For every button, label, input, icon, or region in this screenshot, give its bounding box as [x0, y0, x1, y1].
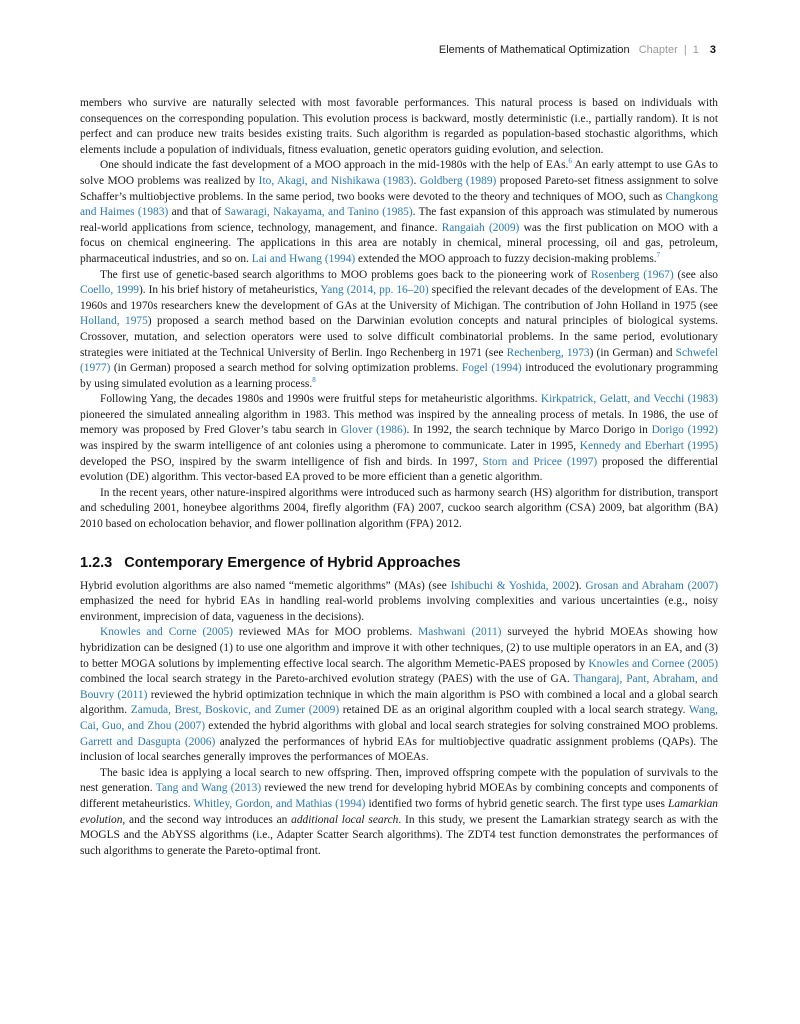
page-number: 3 — [709, 44, 716, 56]
citation-link[interactable]: Ito, Akagi, and Nishikawa (1983) — [258, 174, 414, 187]
footnote-marker[interactable]: 8 — [312, 375, 316, 384]
footnote-marker[interactable]: 7 — [656, 251, 661, 260]
citation-link[interactable]: Goldberg (1989) — [419, 174, 497, 187]
citation-link[interactable]: Rangaiah (2009) — [441, 221, 520, 234]
citation-link[interactable]: Rosenberg (1967) — [590, 268, 674, 281]
citation-link[interactable]: Knowles and Cornee (2005) — [588, 657, 718, 670]
citation-link[interactable]: Storn and Pricee (1997) — [482, 455, 598, 468]
section-heading — [80, 555, 718, 571]
emphasis-text: additional local search — [291, 813, 399, 826]
running-header — [439, 44, 716, 56]
citation-link[interactable]: Coello, 1999 — [80, 284, 139, 297]
header-divider: | — [683, 44, 687, 56]
page-body — [80, 96, 718, 859]
citation-link[interactable]: Lai and Hwang (1994) — [251, 252, 356, 265]
citation-link[interactable]: Thangaraj, Pant, Abraham, and Bouvry (2011) — [80, 673, 718, 701]
citation-link[interactable]: Mashwani (2011) — [418, 626, 502, 639]
paragraph: Following Yang, the decades 1980s and 1990s were fruitful steps for metaheuristic algorithms. Kirkpatrick, Gelatt, and Vecchi (1983) pioneered the simulated annealing algorithm in 1983. This method was inspired by the annealing process of metals. In 1986, the use of memory was proposed by Fred Glover’s tabu search in Glover (1986). In 1992, the search technique by Marco Dorigo in Dorigo (1992) was inspired by the swarm intelligence of ant colonies using a pheromone to communicate. Later in 1995, Kennedy and Eberhart (1995) developed the PSO, inspired by the swarm intelligence of fish and birds. In 1997, Storn and Pricee (1997) proposed the differential evolution (DE) algorithm. This vector-based EA proved to be more efficient than a genetic algorithm. — [80, 393, 718, 484]
paragraph: The first use of genetic-based search algorithms to MOO problems goes back to the pioneering work of Rosenberg (1967) (see also Coello, 1999). In his brief history of metaheuristics, Yang (2014, pp. 16–20) specified the relevant decades of the development of EAs. The 1960s and 1970s researchers knew the development of GAs at the University of Michigan. The contribution of John Holland in 1975 (see Holland, 1975) proposed a search method based on the Darwinian evolution concepts and natural principles of biological systems. Crossover, mutation, and selection operators were used to solve difficult combinatorial problems. In the same period, evolutionary strategies were initiated at the Technical University of Berlin. Ingo Rechenberg in 1971 (see Rechenberg, 1973) (in German) and Schwefel (1977) (in German) proposed a search method for solving optimization problems. Fogel (1994) introduced the evolutionary programming by using simulated evolution as a learning process.$^8$ — [80, 268, 718, 390]
citation-link[interactable]: Schwefel (1977) — [80, 346, 718, 375]
intro-paragraphs — [80, 96, 718, 533]
citation-link[interactable]: Whitley, Gordon, and Mathias (1994) — [193, 797, 366, 810]
chapter-label: Chapter — [638, 44, 678, 56]
chapter-number: 1 — [692, 44, 699, 56]
citation-link[interactable]: Glover (1986) — [340, 424, 407, 437]
footnote-marker[interactable]: 6 — [568, 157, 572, 166]
citation-link[interactable]: Holland, 1975 — [80, 315, 148, 328]
paragraph: One should indicate the fast development of a MOO approach in the mid-1980s with the help of EAs.$^6$ An early attempt to use GAs to solve MOO problems was realized by Ito, Akagi, and Nishikawa (1983). Goldberg (1989) proposed Pareto-set fitness assignment to solve Schaffer’s multiobjective problems. In the same period, two books were devoted to the theory and techniques of MOO, such as Changkong and Haimes (1983) and that of Sawaragi, Nakayama, and Tanino (1985). The fast expansion of this approach was stimulated by numerous real-world applications from science, technology, management, and finance. Rangaiah (2009) was the first publication on MOO with a focus on chemical engineering. The applications in this area are notably in chemical, mineral processing, oil and gas, petroleum, pharmaceutical industries, and so on. Lai and Hwang (1994) extended the MOO approach to fuzzy decision-making problems.$^7$ — [80, 157, 719, 265]
citation-link[interactable]: Changkong and Haimes (1983) — [80, 190, 718, 219]
section-title: Contemporary Emergence of Hybrid Approaches — [124, 554, 461, 571]
citation-link[interactable]: Sawaragi, Nakayama, and Tanino (1985) — [224, 206, 413, 219]
paragraph: Knowles and Corne (2005) reviewed MAs for MOO problems. Mashwani (2011) surveyed the hybrid MOEAs showing how hybridization can be designed (1) to use one algorithm and improve it with other techniques, (2) to use multiple operators in an EA, and (3) to better MOGA solutions by implementing effective local search. The algorithm Memetic-PAES proposed by Knowles and Cornee (2005) combined the local search strategy in the Pareto-archived evolution strategy (PAES) with the use of GA. Thangaraj, Pant, Abraham, and Bouvry (2011) reviewed the hybrid optimization technique in which the main algorithm is PSO with combined a local and a global search algorithm. Zamuda, Brest, Boskovic, and Zumer (2009) retained DE as an original algorithm coupled with a local search strategy. Wang, Cai, Guo, and Zhou (2007) extended the hybrid algorithms with global and local search strategies for solving constrained MOO problems. Garrett and Dasgupta (2006) analyzed the performances of hybrid EAs for multiobjective quadratic assignment problems (QAPs). The inclusion of local searches generally improves the performances of MOEAs. — [80, 626, 719, 764]
section-number: 1.2.3 — [80, 554, 113, 571]
citation-link[interactable]: Fogel (1994) — [461, 362, 522, 375]
paragraph: members who survive are naturally selected with most favorable performances. This natural process is based on individuals with consequences on the corresponding population. This evolution process is backward, mostly deterministic (i.e., partially random). It is not perfect and can produce new traits besides existing traits. Such algorithm is regarded as population-based stochastic algorithms, which elements include a population of individuals, fitness evaluation, genetic operators guiding evolution, and selection. — [80, 97, 718, 156]
citation-link[interactable]: Dorigo (1992) — [651, 424, 718, 437]
book-title: Elements of Mathematical Optimization — [438, 44, 630, 56]
citation-link[interactable]: Kennedy and Eberhart (1995) — [579, 440, 718, 453]
citation-link[interactable]: Garrett and Dasgupta (2006) — [80, 735, 216, 748]
citation-link[interactable]: Grosan and Abraham (2007) — [585, 579, 718, 592]
citation-link[interactable]: Ishibuchi & Yoshida, 2002 — [450, 579, 576, 592]
citation-link[interactable]: Zamuda, Brest, Boskovic, and Zumer (2009) — [130, 704, 340, 717]
emphasis-text: Lamarkian evolution — [80, 797, 718, 826]
section-paragraphs — [80, 579, 718, 860]
citation-link[interactable]: Yang (2014, pp. 16–20) — [320, 284, 429, 297]
paragraph: The basic idea is applying a local search to new offspring. Then, improved offspring compete with the population of survivals to the nest generation. Tang and Wang (2013) reviewed the new trend for developing hybrid MOEAs by combining concepts and components of different metaheuristics. Whitley, Gordon, and Mathias (1994) identified two forms of hybrid genetic search. The first type uses Lamarkian evolution, and the second way introduces an additional local search. In this study, we present the Lamarkian strategy search as with the MOGLS and the AbYSS algorithms (i.e., Adapter Scatter Search algorithms). The ZDT4 test function demonstrates the performances of such algorithms to generate the Pareto-optimal front. — [80, 766, 719, 857]
paragraph: Hybrid evolution algorithms are also named “memetic algorithms” (MAs) (see Ishibuchi & Yoshida, 2002). Grosan and Abraham (2007) emphasized the need for hybrid EAs in handling real-world problems involving complexities and various uncertainties (e.g., noisy environment, imprecision of data, vagueness in the decisions). — [80, 579, 718, 623]
citation-link[interactable]: Tang and Wang (2013) — [155, 782, 262, 795]
citation-link[interactable]: Wang, Cai, Guo, and Zhou (2007) — [80, 704, 719, 732]
citation-link[interactable]: Kirkpatrick, Gelatt, and Vecchi (1983) — [540, 393, 718, 406]
paragraph: In the recent years, other nature-inspired algorithms were introduced such as harmony search (HS) algorithm for distribution, transport and scheduling 2001, honeybee algorithms 2004, firefly algorithm (FA) 2007, cuckoo search algorithm (CSA) 2009, bat algorithm (BA) 2010 based on echolocation behavior, and flower pollination algorithm (FPA) 2012. — [80, 486, 718, 531]
citation-link[interactable]: Rechenberg, 1973 — [506, 346, 590, 359]
citation-link[interactable]: Knowles and Corne (2005) — [100, 626, 233, 639]
